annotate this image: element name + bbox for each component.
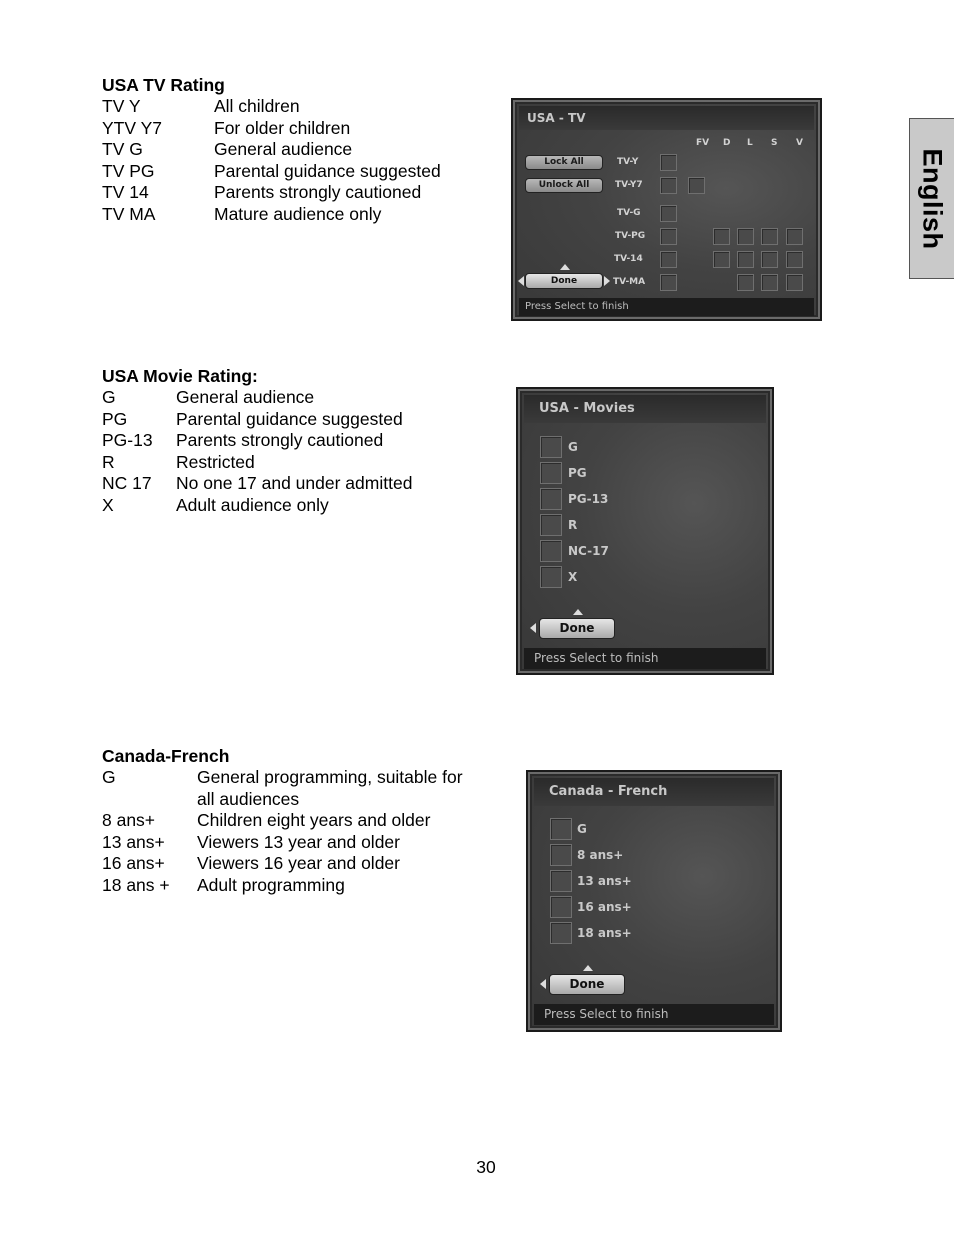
rating-desc: For older children [214, 117, 351, 138]
checkbox-tv-ma-l[interactable] [737, 274, 754, 291]
checkbox-8-ans[interactable] [550, 844, 572, 866]
lock-all-button[interactable]: Lock All [525, 155, 603, 170]
item-label-pg-13: PG-13 [568, 492, 609, 506]
item-label-8-ans: 8 ans+ [577, 848, 624, 862]
list-item [102, 387, 482, 409]
rating-desc: Parents strongly cautioned [176, 430, 384, 450]
list-item [102, 96, 482, 118]
screen-title: USA - TV [519, 106, 814, 130]
list-item [102, 139, 482, 161]
rating-desc: Viewers 13 year and older [197, 831, 400, 852]
rating-code: 13 ans+ [102, 831, 165, 852]
usa-tv-section [102, 75, 482, 225]
item-label-nc-17: NC-17 [568, 544, 609, 558]
checkbox-g[interactable] [540, 436, 562, 458]
language-tab [909, 118, 954, 279]
usa-tv-list [102, 96, 482, 225]
rating-code: G [102, 387, 116, 407]
checkbox-tv-pg-s[interactable] [761, 228, 778, 245]
canada-french-list [102, 767, 492, 896]
rating-desc: Parents strongly cautioned [214, 182, 422, 202]
done-button[interactable]: Done [539, 618, 615, 639]
usa-movies-screen [516, 387, 774, 675]
list-item [102, 810, 492, 832]
list-item [102, 495, 482, 517]
list-item [102, 452, 482, 474]
status-bar: Press Select to finish [524, 648, 766, 669]
page-number: 30 [476, 1157, 496, 1177]
rating-code: R [102, 451, 115, 472]
list-item [102, 118, 482, 140]
rating-code: TV MA [102, 203, 156, 224]
list-item [102, 832, 492, 854]
up-arrow-icon [573, 609, 583, 615]
up-arrow-icon [560, 264, 570, 270]
list-item-continuation [102, 789, 492, 811]
checkbox-tv-g[interactable] [660, 205, 677, 222]
checkbox-pg[interactable] [540, 462, 562, 484]
rating-desc: General audience [176, 387, 315, 407]
checkbox-tv-14-v[interactable] [786, 251, 803, 268]
item-label-pg: PG [568, 466, 587, 480]
rating-desc: Children eight years and older [197, 810, 431, 830]
usa-movie-list [102, 387, 482, 516]
left-arrow-icon [540, 979, 546, 989]
rating-desc: Parental guidance suggested [176, 408, 403, 429]
usa-tv-screen [511, 98, 822, 321]
item-label-16-ans: 16 ans+ [577, 900, 632, 914]
list-item [102, 430, 482, 452]
screen-title: Canada - French [534, 778, 774, 806]
rating-code: 18 ans + [102, 874, 170, 895]
done-button[interactable]: Done [549, 974, 625, 995]
rating-code: 16 ans+ [102, 853, 165, 873]
checkbox-tv-ma[interactable] [660, 274, 677, 291]
checkbox-tv-y7-fv[interactable] [688, 177, 705, 194]
checkbox-tv-14-d[interactable] [713, 251, 730, 268]
list-item [102, 161, 482, 183]
checkbox-tv-y7[interactable] [660, 177, 677, 194]
rating-desc-continued: all audiences [197, 788, 300, 809]
rating-desc: Parental guidance suggested [214, 160, 441, 181]
list-item [102, 875, 492, 897]
checkbox-tv-pg-v[interactable] [786, 228, 803, 245]
rating-desc: Viewers 16 year and older [197, 853, 400, 873]
language-tab-label: English [917, 147, 948, 250]
done-button[interactable]: Done [525, 273, 603, 289]
screen-title: USA - Movies [524, 395, 766, 423]
checkbox-tv-14-l[interactable] [737, 251, 754, 268]
checkbox-16-ans[interactable] [550, 896, 572, 918]
checkbox-g[interactable] [550, 818, 572, 840]
right-arrow-icon [604, 276, 610, 286]
rating-code: TV Y [102, 96, 141, 116]
column-v: V [796, 138, 803, 148]
left-arrow-icon [530, 623, 536, 633]
item-label-g: G [577, 822, 587, 836]
rating-desc: Adult audience only [176, 494, 329, 515]
checkbox-tv-pg-l[interactable] [737, 228, 754, 245]
rating-code: 8 ans+ [102, 810, 156, 830]
rating-code: TV 14 [102, 182, 149, 202]
rating-desc: Adult programming [197, 874, 345, 895]
row-label-tv-ma: TV-MA [613, 277, 646, 287]
column-s: S [771, 138, 778, 148]
row-label-tv-14: TV-14 [614, 254, 643, 264]
list-item [102, 409, 482, 431]
list-item [102, 767, 492, 789]
list-item [102, 853, 492, 875]
item-label-13-ans: 13 ans+ [577, 874, 632, 888]
checkbox-r[interactable] [540, 514, 562, 536]
usa-movie-section [102, 366, 482, 516]
row-label-tv-y7: TV-Y7 [615, 180, 643, 190]
list-item [102, 473, 482, 495]
rating-code: PG-13 [102, 430, 153, 450]
checkbox-tv-pg[interactable] [660, 228, 677, 245]
checkbox-nc-17[interactable] [540, 540, 562, 562]
list-item [102, 204, 482, 226]
checkbox-tv-14-s[interactable] [761, 251, 778, 268]
column-fv: FV [696, 138, 710, 148]
rating-desc: Mature audience only [214, 203, 382, 224]
checkbox-tv-14[interactable] [660, 251, 677, 268]
checkbox-tv-ma-s[interactable] [761, 274, 778, 291]
rating-code: G [102, 767, 116, 787]
item-label-x: X [568, 570, 578, 584]
checkbox-pg-13[interactable] [540, 488, 562, 510]
rating-desc: General audience [214, 139, 353, 159]
rating-desc: All children [214, 96, 300, 116]
left-arrow-icon [518, 276, 524, 286]
canada-french-section [102, 746, 492, 896]
status-bar: Press Select to finish [519, 298, 814, 316]
list-item [102, 182, 482, 204]
checkbox-x[interactable] [540, 566, 562, 588]
usa-tv-heading: USA TV Rating [102, 75, 225, 95]
rating-code: NC 17 [102, 473, 152, 493]
checkbox-13-ans[interactable] [550, 870, 572, 892]
rating-code: PG [102, 408, 128, 429]
up-arrow-icon [583, 965, 593, 971]
item-label-r: R [568, 518, 578, 532]
checkbox-tv-ma-v[interactable] [786, 274, 803, 291]
row-label-tv-y: TV-Y [617, 157, 639, 167]
usa-movie-heading: USA Movie Rating: [102, 366, 258, 386]
rating-desc: No one 17 and under admitted [176, 473, 413, 493]
row-label-tv-pg: TV-PG [615, 231, 646, 241]
checkbox-tv-y[interactable] [660, 154, 677, 171]
canada-french-screen [526, 770, 782, 1032]
column-d: D [723, 138, 731, 148]
item-label-g: G [568, 440, 578, 454]
rating-code: TV G [102, 139, 143, 159]
column-l: L [747, 138, 753, 148]
canada-french-heading: Canada-French [102, 746, 230, 766]
rating-code: X [102, 494, 114, 515]
checkbox-18-ans[interactable] [550, 922, 572, 944]
row-label-tv-g: TV-G [617, 208, 641, 218]
checkbox-tv-pg-d[interactable] [713, 228, 730, 245]
rating-code: YTV Y7 [102, 117, 162, 138]
rating-desc: General programming, suitable for [197, 767, 463, 787]
rating-code: TV PG [102, 160, 155, 181]
unlock-all-button[interactable]: Unlock All [525, 178, 603, 193]
item-label-18-ans: 18 ans+ [577, 926, 632, 940]
rating-desc: Restricted [176, 451, 255, 472]
status-bar: Press Select to finish [534, 1004, 774, 1025]
